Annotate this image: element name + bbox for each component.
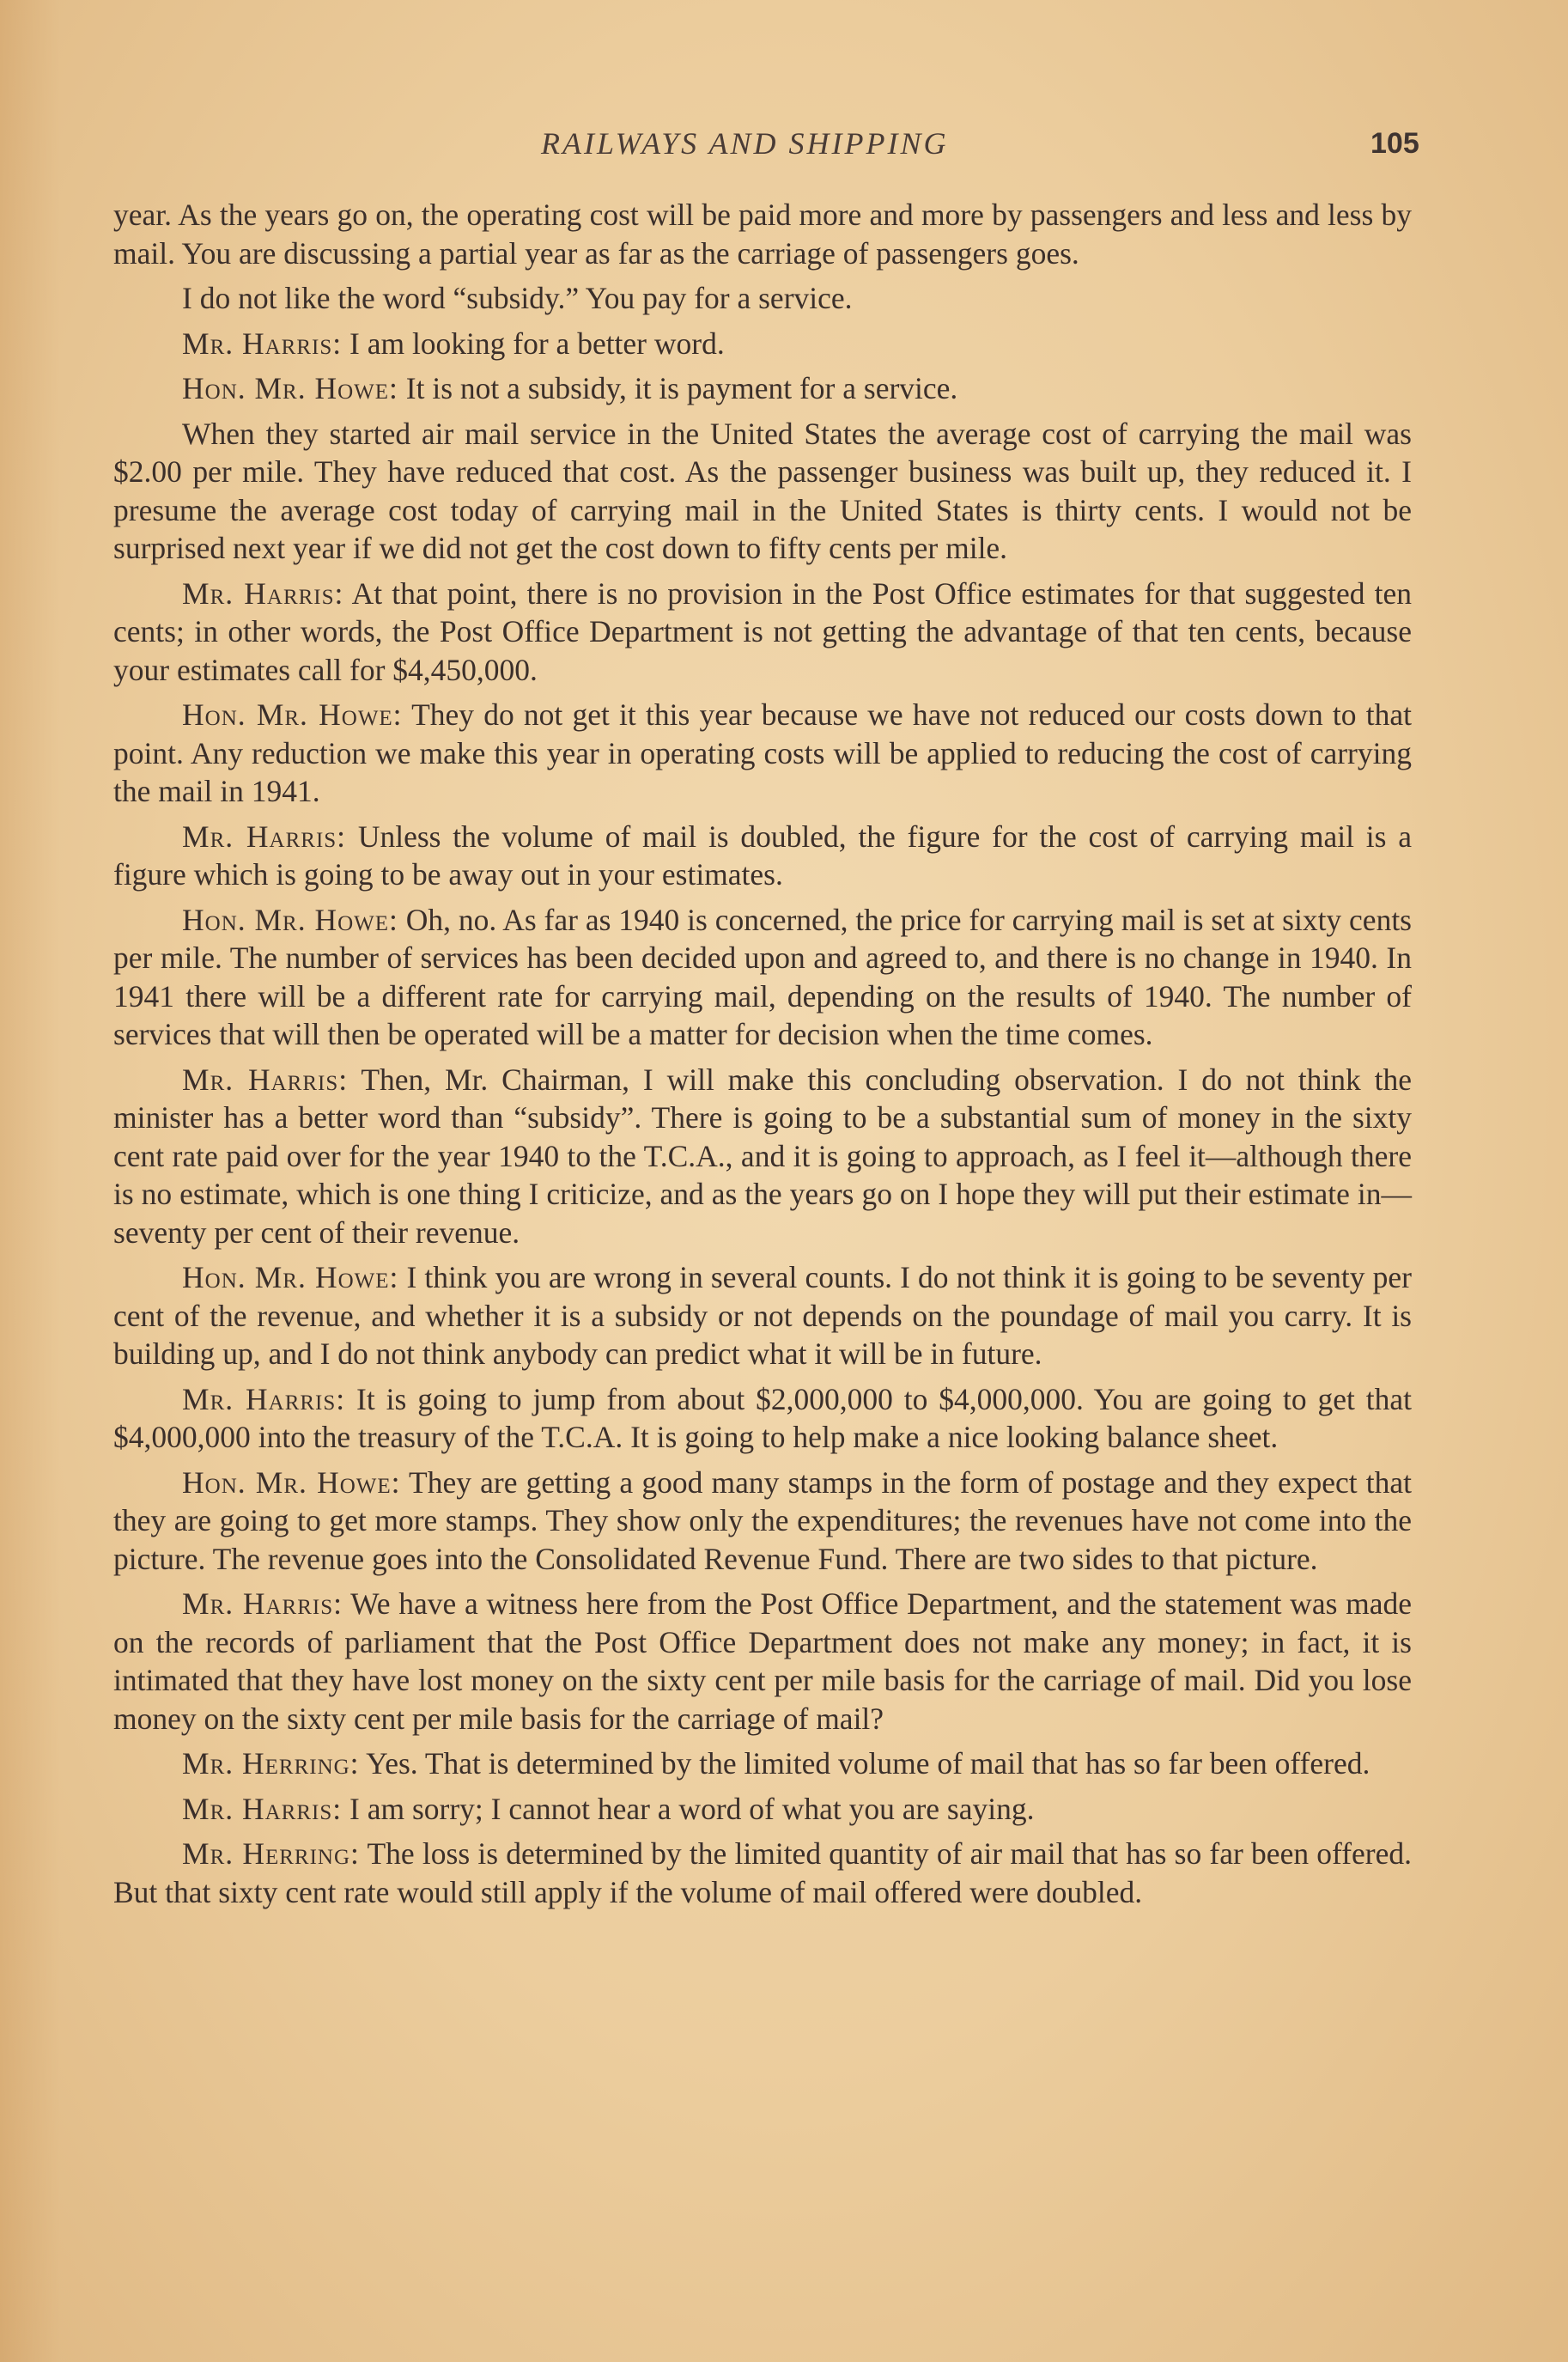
paragraph: [113, 1258, 1412, 1373]
paragraph: [113, 818, 1412, 894]
speaker-name: Mr. Harris:: [182, 1791, 343, 1826]
paragraph-text: It is going to jump from about $2,000,000 to $4,000,000. You are going to get that $4,000,000 into the treasury of the T.C.A. It is going to help make a nice looking balance sheet.: [113, 1381, 1413, 1454]
paragraph: [113, 196, 1412, 272]
paragraph-text: The loss is determined by the limited quantity of air mail that has so far been offered. But that sixty cent rate would still apply if the volume of mail offered were doubled.: [113, 1836, 1413, 1909]
paragraph: [113, 1380, 1412, 1457]
paragraph: [113, 696, 1412, 811]
paragraph: [113, 1790, 1412, 1829]
speaker-name: Mr. Harris:: [182, 1381, 346, 1416]
paragraph-text: year. As the years go on, the operating cost will be paid more and more by passengers and less and less by mail. You are discussing a partial year as far as the carriage of passengers goes.: [113, 198, 1412, 271]
paragraph-text: Unless the volume of mail is doubled, the figure for the cost of carrying mail is a figure which is going to be away out in your estimates.: [113, 819, 1412, 892]
running-title: RAILWAYS AND SHIPPING: [541, 126, 949, 161]
speaker-name: Mr. Herring:: [182, 1836, 360, 1871]
paragraph-text: I am sorry; I cannot hear a word of what you are saying.: [342, 1791, 1035, 1826]
speaker-name: Mr. Harris:: [182, 1586, 343, 1621]
speaker-name: Hon. Mr. Howe:: [182, 697, 403, 732]
paragraph-text: We have a witness here from the Post Office Department, and the statement was made on the records of parliament that the Post Office Department does not make any money; in fact, it is intimated that they have lost money on the sixty cent per mile basis for the carriage of mail. Did you lose money on the sixty cent per mile basis for the carriage of mail?: [113, 1586, 1413, 1736]
speaker-name: Mr. Harris:: [182, 326, 343, 361]
speaker-name: Mr. Herring:: [182, 1746, 360, 1781]
paragraph: [113, 1061, 1412, 1252]
paragraph-text: They do not get it this year because we have not reduced our costs down to that point. Any reduction we make this year in operating costs will be applied to reducing the cost of carrying the mail in 1941.: [113, 697, 1412, 808]
paragraph-text: Oh, no. As far as 1940 is concerned, the price for carrying mail is set at sixty cents per mile. The number of services has been decided upon and agreed to, and there is no change in 1940. In 1941 there will be a different rate for carrying mail, depending on the results of 1940. The number of services that will then be operated will be a matter for decision when the time comes.: [113, 902, 1412, 1051]
paragraph-text: Then, Mr. Chairman, I will make this concluding observation. I do not think the minister has a better word than “subsidy”. There is going to be a substantial sum of money in the sixty cent rate paid over for the year 1940 to the T.C.A., and it is going to approach, as I feel it—although there is no estimate, which is one thing I criticize, and as the years go on I hope they will put their estimate in—seventy per cent of their revenue.: [113, 1062, 1412, 1250]
paragraph: [113, 901, 1412, 1054]
paragraph-text: At that point, there is no provision in the Post Office estimates for that suggested ten cents; in other words, the Post Office Department is not getting the advantage of that ten cents, because your estimates call for $4,450,000.: [113, 575, 1413, 687]
paragraph: [113, 369, 1412, 408]
paragraph: [113, 575, 1412, 690]
paragraph: [113, 1585, 1412, 1738]
paragraph: [113, 1835, 1412, 1911]
paragraph: [113, 1744, 1412, 1783]
paragraph-text: It is not a subsidy, it is payment for a service.: [398, 371, 958, 405]
speaker-name: Mr. Harris:: [182, 1062, 349, 1097]
paragraph: [113, 415, 1412, 568]
speaker-name: Hon. Mr. Howe:: [182, 371, 398, 405]
paragraph-text: Yes. That is determined by the limited volume of mail that has so far been offered.: [359, 1746, 1370, 1781]
paragraph: [113, 1464, 1412, 1579]
speaker-name: Hon. Mr. Howe:: [182, 1464, 401, 1500]
page-number: 105: [1370, 127, 1419, 160]
speaker-name: Hon. Mr. Howe:: [182, 902, 398, 937]
paragraph-text: I think you are wrong in several counts. I do not think it is going to be seventy per cent of the revenue, and whether it is a subsidy or not depends on the poundage of mail you carry. It is building up, and I do not think anybody can predict what it will be in future.: [113, 1260, 1412, 1371]
paragraph-text: I do not like the word “subsidy.” You pay for a service.: [182, 281, 853, 315]
running-head: [0, 125, 1568, 167]
paragraph-text: I am looking for a better word.: [342, 326, 725, 361]
paragraph: [113, 325, 1412, 363]
speaker-name: Mr. Harris:: [182, 575, 344, 611]
speaker-name: Hon. Mr. Howe:: [182, 1260, 399, 1294]
paragraph-text: They are getting a good many stamps in the form of postage and they expect that they are going to get more stamps. They show only the expenditures; the revenues have not come into the picture. The revenue goes into the Consolidated Revenue Fund. There are two sides to that picture.: [113, 1464, 1412, 1576]
body-text: [113, 196, 1412, 1918]
speaker-name: Mr. Harris:: [182, 819, 347, 854]
paragraph-text: When they started air mail service in the United States the average cost of carrying the mail was $2.00 per mile. They have reduced that cost. As the passenger business was built up, they reduced it. I presume the average cost today of carrying mail in the United States is thirty cents. I would not be surprised next year if we did not get the cost down to fifty cents per mile.: [113, 416, 1412, 565]
paragraph: [113, 279, 1412, 318]
